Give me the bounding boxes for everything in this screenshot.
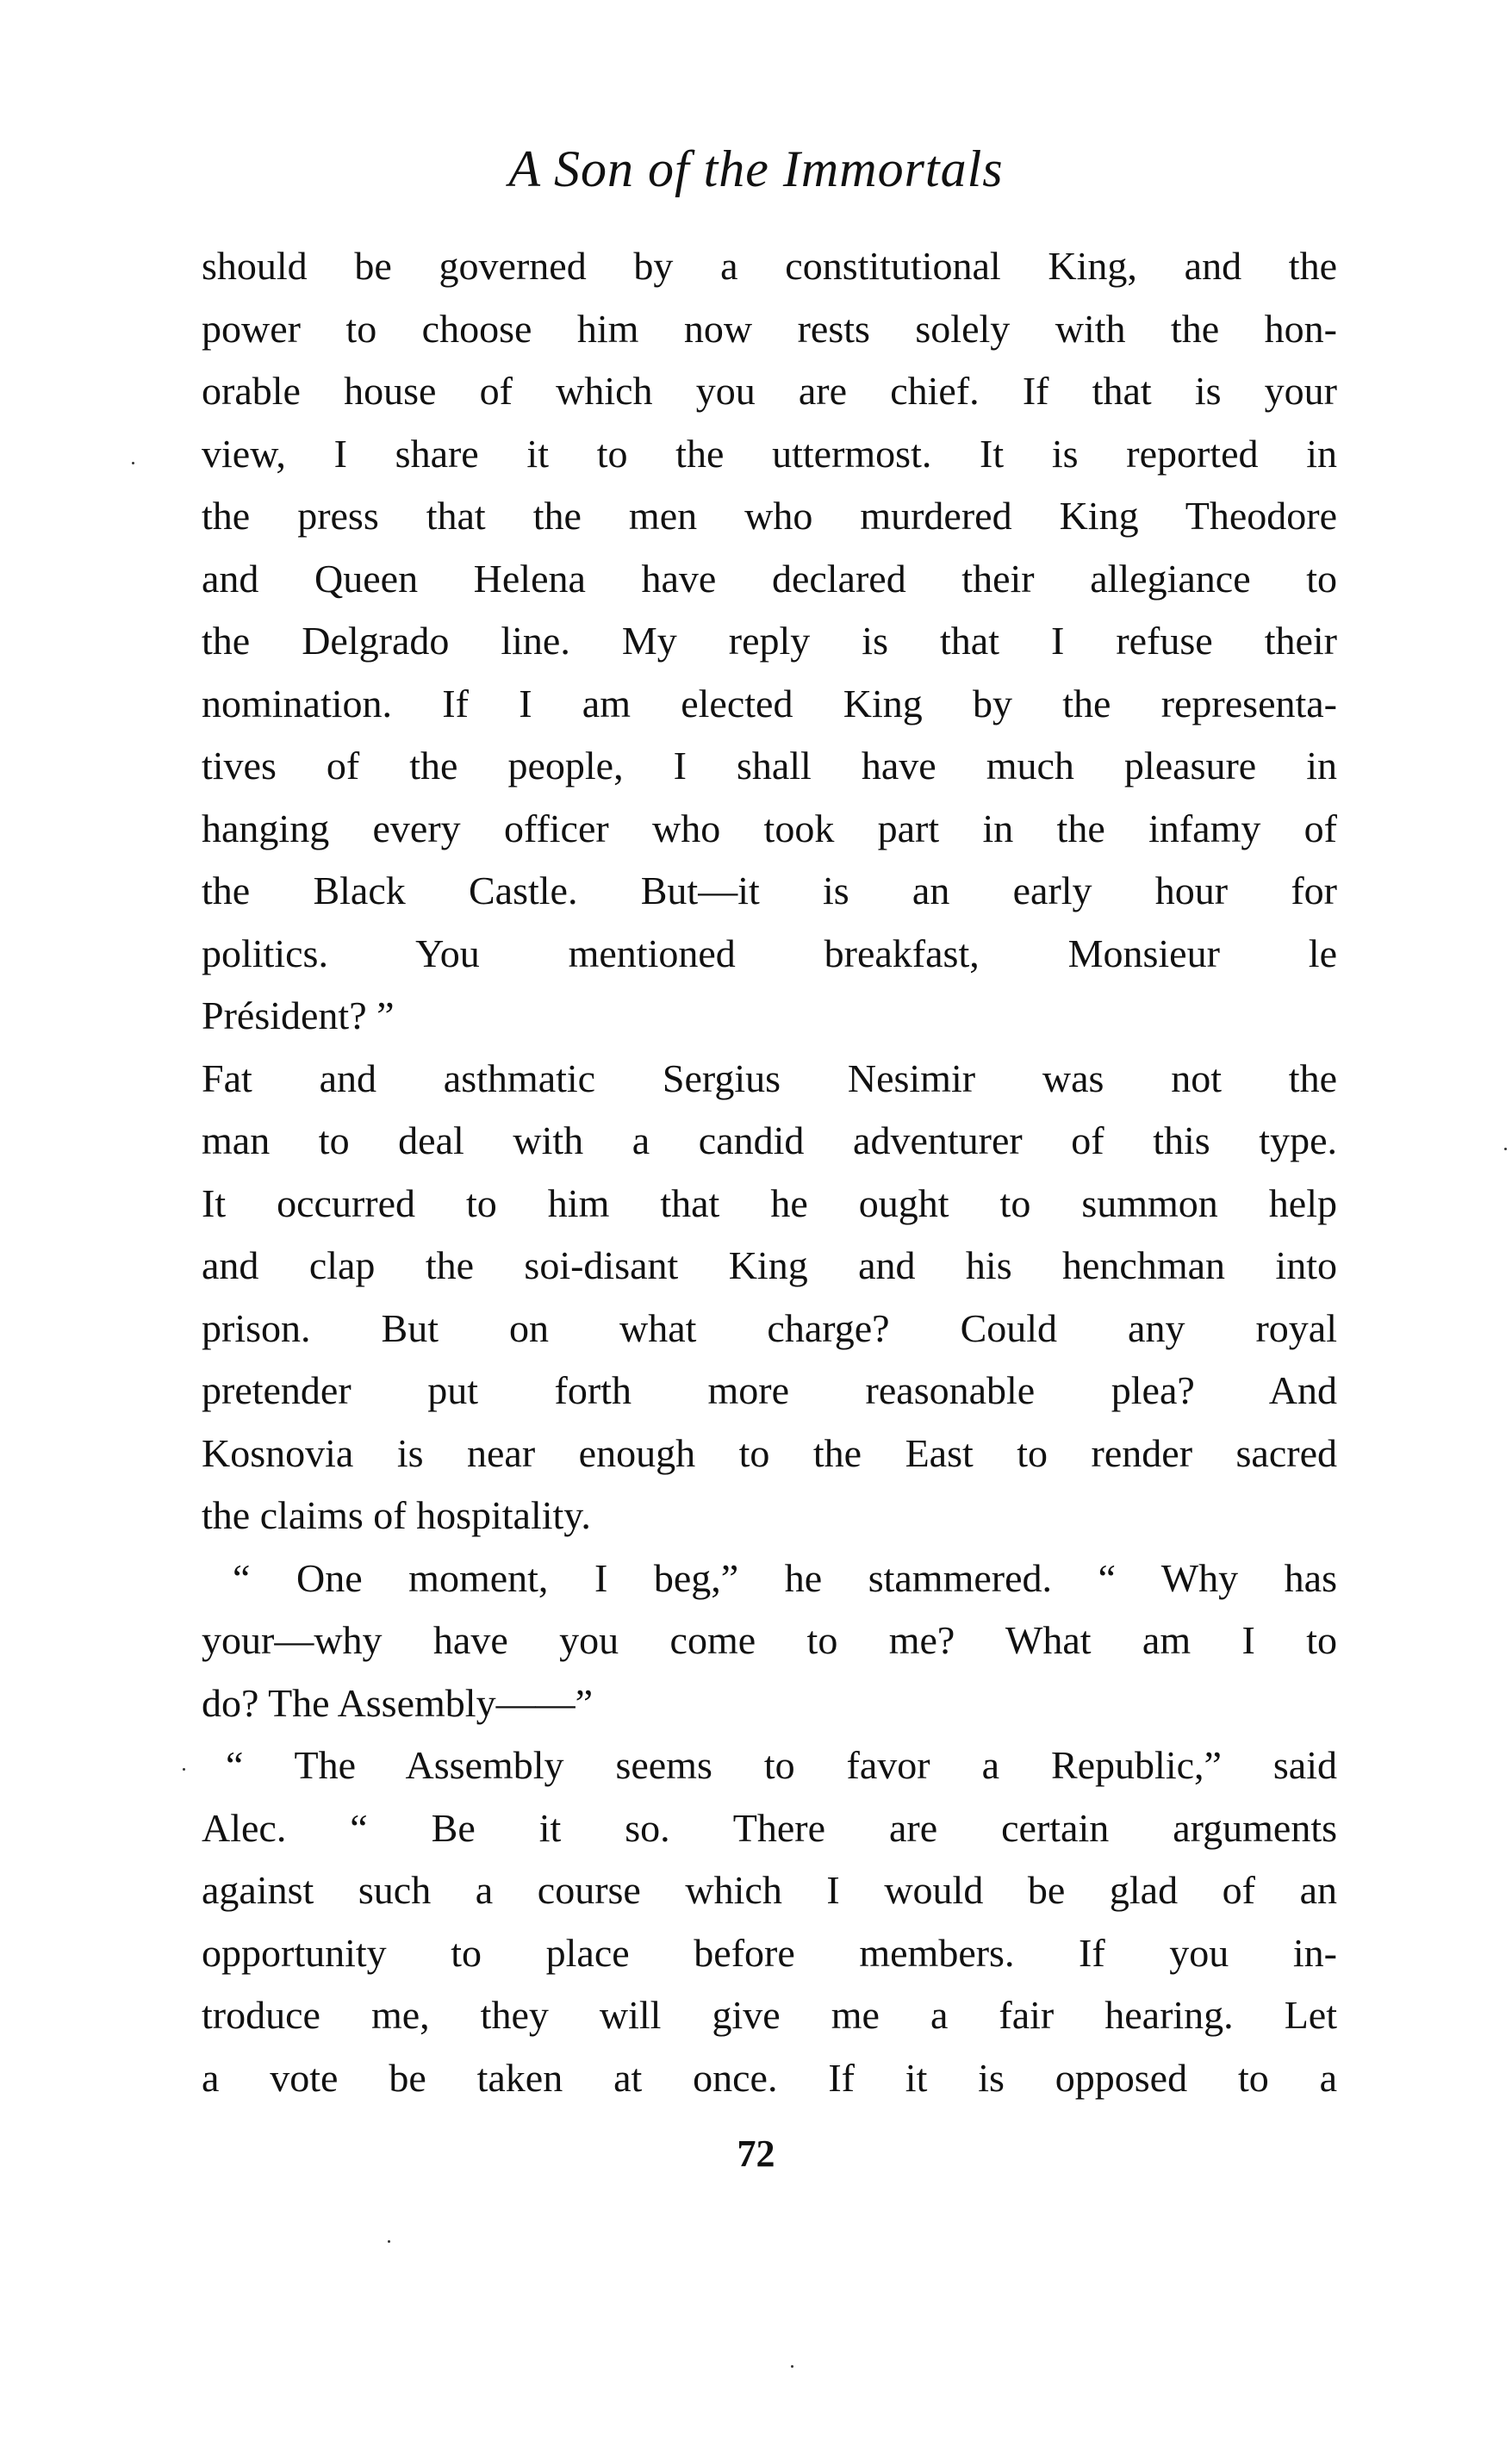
text-line: should be governed by a constitutional King, and the [202,244,1337,288]
text-line: politics. You mentioned breakfast, Monsieur le [202,931,1337,975]
text-line: view, I share it to the uttermost. It is reported in [202,431,1337,476]
text-line: prison. But on what charge? Could any royal [202,1305,1337,1350]
scan-speck [183,1768,185,1771]
text-line: and clap the soi-disant King and his henchman into [202,1243,1337,1287]
page-number: 72 [737,2133,775,2175]
text-line: power to choose him now rests solely with the hon- [202,306,1337,351]
running-header: A Son of the Immortals [508,140,1004,197]
text-line: Président? ” [202,993,395,1037]
text-line: It occurred to him that he ought to summon help [202,1180,1337,1225]
text-line: Kosnovia is near enough to the East to render sacred [202,1430,1337,1475]
text-line: do? The Assembly——” [202,1680,593,1725]
scan-speck [1504,1148,1507,1150]
text-line: your—why have you come to me? What am I to [202,1618,1337,1662]
text-line: nomination. If I am elected King by the representa- [202,681,1337,725]
page-body-text [202,235,1337,2109]
scan-speck [791,2365,793,2368]
text-line: pretender put forth more reasonable plea? And [202,1368,1337,1412]
text-line: Alec. “ Be it so. There are certain arguments [202,1805,1337,1850]
text-line: opportunity to place before members. If you in- [202,1930,1337,1975]
text-line: the claims of hospitality. [202,1493,591,1537]
text-line: the press that the men who murdered King Theodore [202,494,1337,538]
text-line: tives of the people, I shall have much pleasure in [202,744,1337,788]
text-line: the Delgrado line. My reply is that I refuse their [202,619,1337,663]
text-line: “ One moment, I beg,” he stammered. “ Why has [233,1555,1337,1600]
text-line: against such a course which I would be glad of an [202,1868,1337,1912]
text-line: and Queen Helena have declared their allegiance to [202,556,1337,601]
text-line: man to deal with a candid adventurer of this type. [202,1118,1337,1162]
scan-speck [388,2240,390,2243]
text-line: the Black Castle. But—it is an early hour for [202,869,1337,912]
text-line: hanging every officer who took part in the infamy of [202,806,1337,850]
text-line: Fat and asthmatic Sergius Nesimir was not the [202,1055,1337,1100]
text-line: a vote be taken at once. If it is opposed to a [202,2055,1337,2100]
text-line: “ The Assembly seems to favor a Republic,” said [226,1743,1337,1787]
scan-speck [132,462,134,464]
text-line: orable house of which you are chief. If that is your [202,369,1337,413]
text-line: troduce me, they will give me a fair hearing. Let [202,1993,1337,2037]
